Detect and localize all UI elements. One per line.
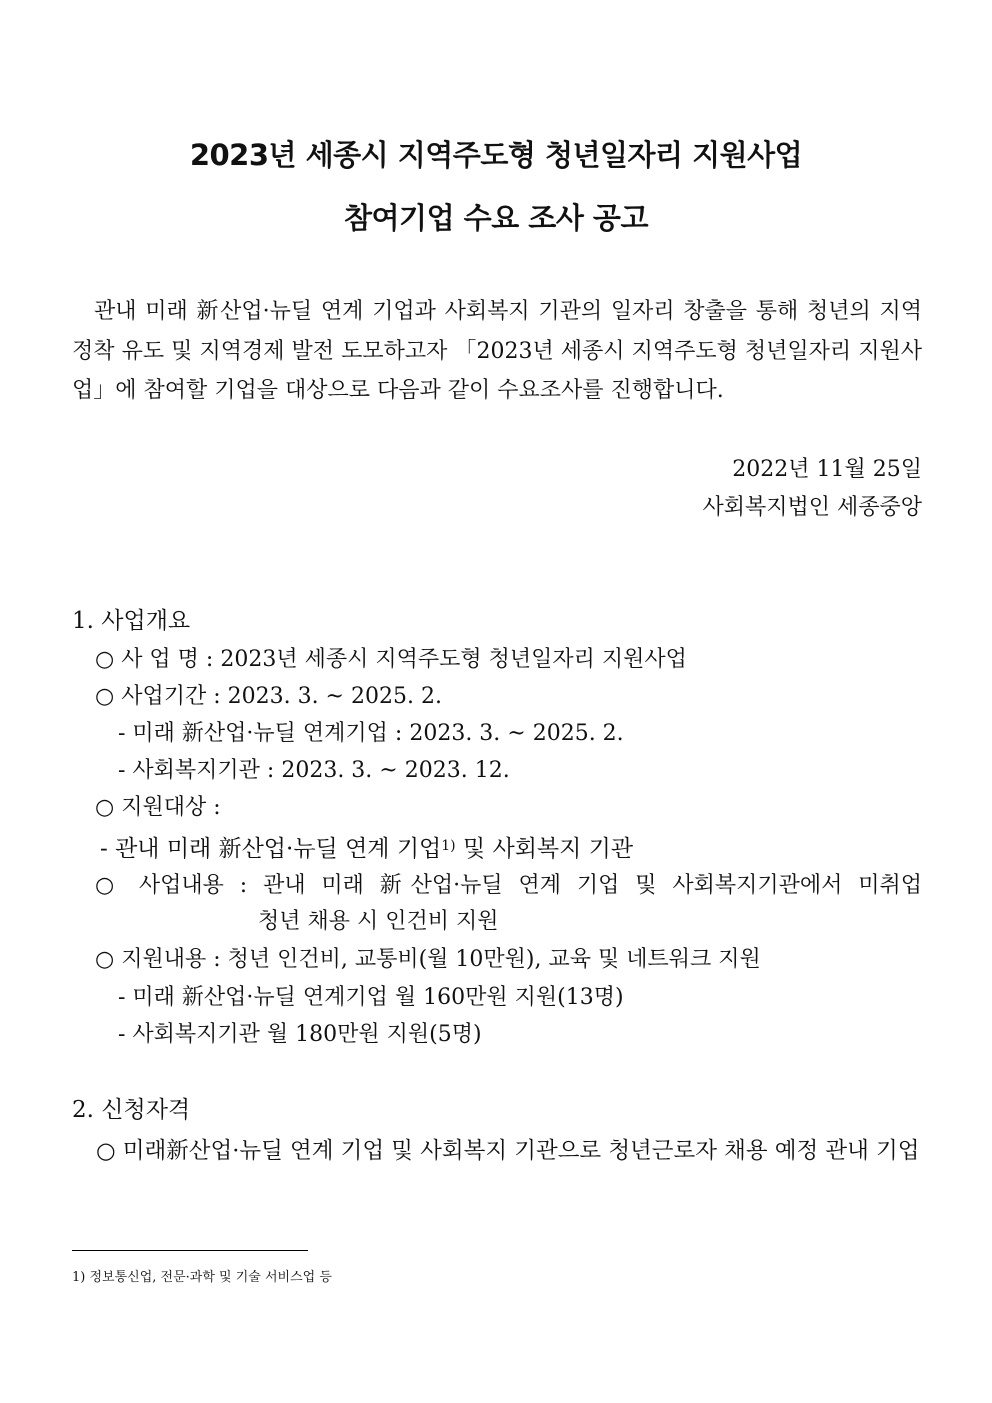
item-project-content: ○ 사업내용 : 관내 미래 新산업·뉴딜 연계 기업 및 사회복지기관에서 미취업 xyxy=(95,873,922,898)
footnote-ref: 1) xyxy=(441,838,456,854)
item-project-name: ○ 사 업 명 : 2023년 세종시 지역주도형 청년일자리 지원사업 xyxy=(95,647,687,672)
page-title: 2023년 세종시 지역주도형 청년일자리 지원사업 xyxy=(189,138,803,172)
page-subtitle: 참여기업 수요 조사 공고 xyxy=(344,201,648,235)
item-support-welfare: - 사회복지기관 월 180만원 지원(5명) xyxy=(118,1022,482,1047)
item-support-content: ○ 지원내용 : 청년 인건비, 교통비(월 10만원), 교육 및 네트워크 지원 xyxy=(95,947,761,972)
item-support-company: - 미래 新산업·뉴딜 연계기업 월 160만원 지원(13명) xyxy=(118,985,624,1010)
target-detail-text: - 관내 미래 新산업·뉴딜 연계 기업 xyxy=(100,836,442,862)
organization-name: 사회복지법인 세종중앙 xyxy=(702,495,922,520)
intro-paragraph: 관내 미래 新산업·뉴딜 연계 기업과 사회복지 기관의 일자리 창출을 통해 청년의 지역 정착 유도 및 지역경제 발전 도모하고자 「2023년 세종시 지역주도형 청년일자리 지원사업」에 참여할 기업을 대상으로 다음과 같이 수요조사를 진행합니다. xyxy=(72,299,922,403)
section-heading-eligibility: 2. 신청자격 xyxy=(72,1097,191,1123)
item-target-detail xyxy=(100,831,633,864)
announcement-date: 2022년 11월 25일 xyxy=(732,457,922,482)
item-period-welfare: - 사회복지기관 : 2023. 3. ~ 2023. 12. xyxy=(118,758,510,783)
target-detail-text-end: 및 사회복지 기관 xyxy=(455,836,634,862)
item-period-company: - 미래 新산업·뉴딜 연계기업 : 2023. 3. ~ 2025. 2. xyxy=(118,721,624,746)
item-project-period: ○ 사업기간 : 2023. 3. ~ 2025. 2. xyxy=(95,684,442,709)
footnote-divider xyxy=(72,1250,308,1251)
item-support-target: ○ 지원대상 : xyxy=(95,795,221,820)
footnote: 1) 정보통신업, 전문·과학 및 기술 서비스업 등 xyxy=(72,1270,332,1285)
item-project-content-cont: 청년 채용 시 인건비 지원 xyxy=(258,909,499,934)
item-eligibility: ○ 미래新산업·뉴딜 연계 기업 및 사회복지 기관으로 청년근로자 채용 예정 관내 기업 xyxy=(96,1138,920,1164)
section-heading-overview: 1. 사업개요 xyxy=(72,608,191,634)
